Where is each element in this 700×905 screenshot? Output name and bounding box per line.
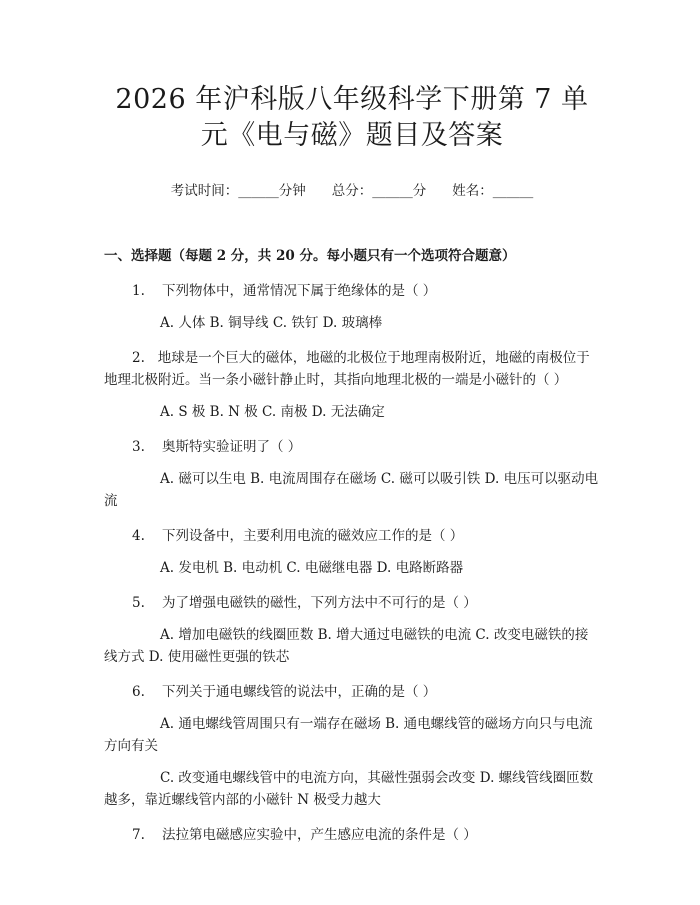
total-score-field: 总分：______分 bbox=[331, 183, 427, 199]
question-number: 2. bbox=[132, 350, 145, 366]
question-text: 地球是一个巨大的磁体，地磁的北极位于地理南极附近，地磁的南极位于地理北极附近。当一条小磁针静止时，其指向地理北极的一端是小磁针的（ ） bbox=[104, 350, 590, 388]
question-text: 奥斯特实验证明了（ ） bbox=[162, 439, 302, 455]
question-text: 为了增强电磁铁的磁性，下列方法中不可行的是（ ） bbox=[162, 595, 477, 611]
question-number: 7. bbox=[132, 827, 145, 843]
question-5 bbox=[104, 592, 600, 614]
question-text: 法拉第电磁感应实验中，产生感应电流的条件是（ ） bbox=[162, 827, 477, 843]
question-text: 下列物体中，通常情况下属于绝缘体的是（ ） bbox=[162, 283, 437, 299]
question-number: 3. bbox=[132, 439, 145, 455]
question-number: 6. bbox=[132, 684, 145, 700]
question-number: 4. bbox=[132, 528, 145, 544]
question-2-options: A. S 极 B. N 极 C. 南极 D. 无法确定 bbox=[160, 404, 385, 420]
question-1-options: A. 人体 B. 铜导线 C. 铁钉 D. 玻璃棒 bbox=[160, 315, 383, 331]
question-number: 1. bbox=[132, 283, 145, 299]
question-6-options-a-b: A. 通电螺线管周围只有一端存在磁场 B. 通电螺线管的磁场方向只与电流方向有关 bbox=[104, 716, 593, 754]
question-6-options-c-d: C. 改变通电螺线管中的电流方向，其磁性强弱会改变 D. 螺线管线圈匝数越多，靠近螺线管内部的小磁针 N 极受力越大 bbox=[104, 770, 594, 808]
section-header-choice: 一、选择题（每题 2 分，共 20 分。每小题只有一个选项符合题意） bbox=[104, 248, 516, 264]
question-6 bbox=[104, 681, 600, 703]
question-text: 下列设备中，主要利用电流的磁效应工作的是（ ） bbox=[162, 528, 464, 544]
question-4-options: A. 发电机 B. 电动机 C. 电磁继电器 D. 电路断路器 bbox=[160, 560, 464, 576]
question-1 bbox=[104, 280, 600, 302]
exam-time-field: 考试时间：______分钟 bbox=[170, 183, 306, 199]
question-7 bbox=[104, 824, 600, 846]
question-4 bbox=[104, 525, 600, 547]
question-text: 下列关于通电螺线管的说法中，正确的是（ ） bbox=[162, 684, 437, 700]
document-title: 2026 年沪科版八年级科学下册第 7 单元《电与磁》题目及答案 bbox=[115, 84, 589, 151]
question-3-options: A. 磁可以生电 B. 电流周围存在磁场 C. 磁可以吸引铁 D. 电压可以驱动电流 bbox=[104, 471, 599, 509]
exam-meta bbox=[104, 181, 600, 201]
question-2 bbox=[104, 347, 600, 391]
question-3 bbox=[104, 436, 600, 458]
question-5-options: A. 增加电磁铁的线圈匝数 B. 增大通过电磁铁的电流 C. 改变电磁铁的接线方式 D. 使用磁性更强的铁芯 bbox=[104, 627, 589, 665]
student-name-field: 姓名：______ bbox=[452, 183, 534, 199]
question-number: 5. bbox=[132, 595, 145, 611]
